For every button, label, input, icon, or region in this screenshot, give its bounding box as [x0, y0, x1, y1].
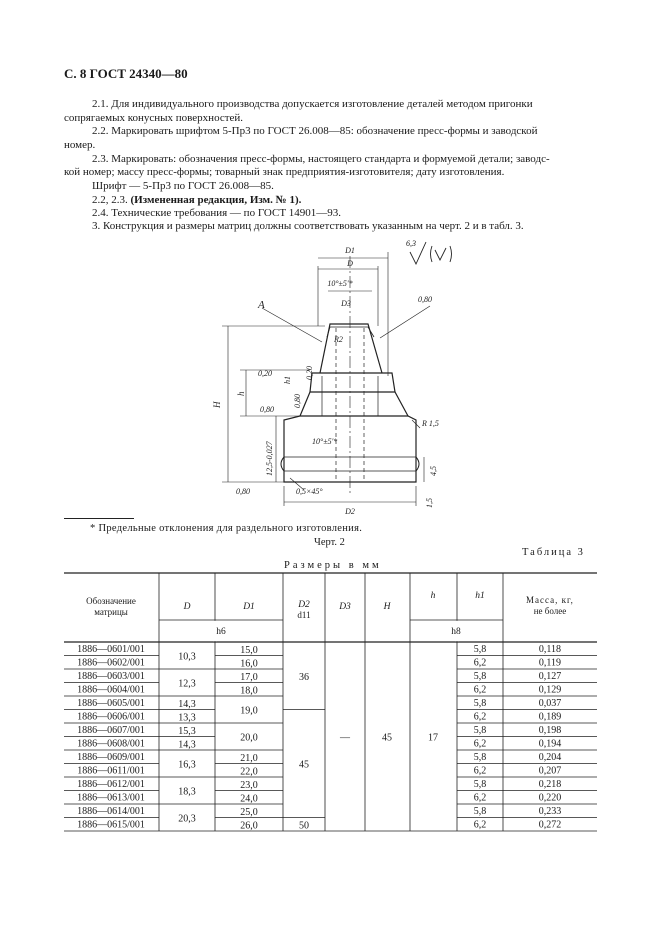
- para-2-4: 2.4. Технические требования — по ГОСТ 14901—93.: [92, 207, 342, 219]
- para-2-2-line2: номер.: [64, 139, 96, 151]
- table-D2-merged-a: 36: [299, 671, 309, 683]
- para-2-3-line2: кой номер; массу пресс-формы; товарный знак предприятия-изготовителя; дату изготовления.: [64, 166, 505, 178]
- table-row-h1: 6,2: [473, 657, 487, 669]
- table-row-D1: 22,0: [240, 766, 258, 778]
- table-row-id: 1886—0604/001: [77, 684, 145, 696]
- table-h-merged: 17: [428, 732, 438, 744]
- table-row-D: 13,3: [178, 712, 196, 724]
- dim-h: h: [236, 391, 246, 396]
- header-h6: h6: [216, 627, 226, 637]
- table-row-mass: 0,129: [538, 684, 562, 696]
- table-row-D1: 20,0: [240, 732, 258, 744]
- header-D1: D1: [243, 602, 255, 612]
- table-row-D1: 16,0: [240, 658, 258, 670]
- table-row-h1: 5,8: [473, 644, 487, 655]
- table-row-h1: 5,8: [473, 671, 487, 682]
- dim-45: 4,5: [429, 466, 438, 476]
- table-row-mass: 0,119: [538, 657, 562, 669]
- table-row-mass: 0,204: [538, 752, 562, 763]
- table-row-h1: 6,2: [473, 738, 487, 750]
- table-row-D1: 19,0: [240, 705, 258, 717]
- table-row-mass: 0,198: [538, 725, 562, 736]
- dim-D3: D3: [341, 299, 351, 308]
- table-row-D1: 18,0: [240, 685, 258, 697]
- table-row-mass: 0,207: [538, 765, 562, 777]
- page-header: С. 8 ГОСТ 24340—80: [64, 66, 188, 81]
- rough-020-side: 0,20: [305, 366, 314, 380]
- dim-D2: D2: [345, 507, 355, 516]
- table-row-D: 14,3: [178, 698, 196, 710]
- figure-caption: Черт. 2: [314, 537, 345, 548]
- table-row-id: 1886—0607/001: [77, 725, 145, 736]
- dim-15: 1,5: [425, 498, 434, 508]
- header-designation: Обозначение: [86, 596, 136, 606]
- table-row-D: 15,3: [178, 725, 196, 737]
- table-row-h1: 6,2: [473, 819, 487, 831]
- header-mass-2: не более: [533, 606, 567, 616]
- table-H-merged: 45: [382, 732, 392, 744]
- para-2-3-line1: 2.3. Маркировать: обозначения пресс-формы, настоящего стандарта и формуемой детали; заводс-: [92, 153, 550, 165]
- table-row-h1: 5,8: [473, 779, 487, 790]
- para-2-1-line2: сопрягаемых конусных поверхностей.: [64, 112, 244, 124]
- rough-080-left: 0,80: [260, 405, 274, 414]
- header-designation-2: матрицы: [94, 607, 128, 617]
- header-H: H: [383, 602, 391, 612]
- table-row-h1: 6,2: [473, 765, 487, 777]
- table-row-id: 1886—0605/001: [77, 698, 145, 709]
- header-h1: h1: [475, 591, 485, 601]
- table-row-id: 1886—0613/001: [77, 792, 145, 804]
- dim-H: H: [212, 401, 222, 408]
- table-row-D: 20,3: [178, 813, 196, 825]
- table-row-D: 16,3: [178, 759, 196, 771]
- para-font-line: Шрифт — 5-Пр3 по ГОСТ 26.008—85.: [92, 180, 274, 192]
- para-2-2-line1: 2.2. Маркировать шрифтом 5-Пр3 по ГОСТ 26.008—85: обозначение пресс-формы и заводской: [92, 125, 538, 137]
- angle-top: 10°±5'*: [327, 279, 353, 288]
- table-row-id: 1886—0606/001: [77, 711, 145, 723]
- header-D2-tol: d11: [297, 610, 311, 620]
- table-row-D1: 25,0: [240, 806, 258, 818]
- table-row-h1: 6,2: [473, 684, 487, 696]
- table-row-D: 10,3: [178, 651, 196, 663]
- sizes-caption: Размеры в мм: [284, 560, 382, 571]
- table-row-mass: 0,189: [538, 711, 562, 723]
- table-row-id: 1886—0612/001: [77, 779, 145, 790]
- table-row-id: 1886—0611/001: [77, 765, 145, 777]
- table-row-h1: 5,8: [473, 806, 487, 817]
- dim-D1: D1: [345, 246, 355, 255]
- table-row-id: 1886—0603/001: [77, 671, 145, 682]
- label-A: A: [258, 299, 265, 311]
- header-D: D: [183, 602, 191, 612]
- table-row-D: 18,3: [178, 786, 196, 798]
- rough-080-top: 0,80: [418, 295, 432, 304]
- table-D2-merged-c: 50: [299, 820, 309, 832]
- table-row-mass: 0,233: [538, 806, 562, 817]
- table-row-mass: 0,118: [538, 644, 562, 655]
- dim-h1: h1: [283, 376, 292, 384]
- para-revision-note: (Измененная редакция, Изм. № 1).: [130, 194, 302, 206]
- rough-main: 6,3: [406, 239, 416, 248]
- rough-020: 0,20: [258, 369, 272, 378]
- table-row-D1: 17,0: [240, 671, 258, 683]
- dim-125: 12,5-0,027: [265, 441, 274, 476]
- table-row-h1: 5,8: [473, 752, 487, 763]
- dim-R15: R 1,5: [422, 419, 439, 428]
- table-D2-merged-b: 45: [299, 759, 309, 771]
- para-2-1-line1: 2.1. Для индивидуального производства допускается изготовление деталей методом пригонки: [92, 98, 533, 110]
- table-row-D1: 15,0: [240, 644, 258, 656]
- table-D3-merged: —: [340, 732, 350, 744]
- dim-D: D: [347, 259, 353, 268]
- table-row-h1: 5,8: [473, 725, 487, 736]
- table-row-id: 1886—0608/001: [77, 738, 145, 750]
- table-row-mass: 0,194: [538, 738, 562, 750]
- table-row-D: 12,3: [178, 678, 196, 690]
- table-row-id: 1886—0615/001: [77, 819, 145, 831]
- table-row-D1: 24,0: [240, 793, 258, 805]
- table-row-mass: 0,220: [538, 792, 562, 804]
- dim-chamfer: 0,5×45°: [296, 487, 323, 496]
- header-mass: Масса, кг,: [526, 595, 574, 605]
- table-row-mass: 0,272: [538, 819, 562, 831]
- rough-080-side: 0,80: [293, 394, 302, 408]
- table-row-mass: 0,127: [538, 671, 562, 682]
- table-row-D1: 26,0: [240, 820, 258, 832]
- table-row-id: 1886—0614/001: [77, 806, 145, 817]
- header-h: h: [430, 591, 436, 601]
- rough-080-bottom: 0,80: [236, 487, 250, 496]
- table-row-D1: 23,0: [240, 779, 258, 791]
- header-h8: h8: [451, 627, 461, 637]
- para-3: 3. Конструкция и размеры матриц должны соответствовать указанным на черт. 2 и в табл. 3.: [92, 220, 524, 232]
- table-row-id: 1886—0601/001: [77, 644, 145, 655]
- table-row-h1: 5,8: [473, 698, 487, 709]
- para-revision-num: 2.2, 2.3.: [92, 194, 128, 206]
- angle-bottom: 10°±5'*: [312, 437, 338, 446]
- table-row-id: 1886—0609/001: [77, 752, 145, 763]
- footnote: * Предельные отклонения для раздельного изготовления.: [90, 523, 363, 534]
- table-row-mass: 0,218: [538, 779, 562, 790]
- header-D3: D3: [339, 602, 351, 612]
- table-caption: Таблица 3: [522, 547, 585, 558]
- table-row-id: 1886—0602/001: [77, 657, 145, 669]
- table-row-h1: 6,2: [473, 792, 487, 804]
- table-row-D: 14,3: [178, 739, 196, 751]
- header-D2: D2: [298, 600, 310, 610]
- table-row-h1: 6,2: [473, 711, 487, 723]
- table-row-D1: 21,0: [240, 752, 258, 764]
- table-row-mass: 0,037: [538, 698, 562, 709]
- label-R2: R2: [334, 335, 343, 344]
